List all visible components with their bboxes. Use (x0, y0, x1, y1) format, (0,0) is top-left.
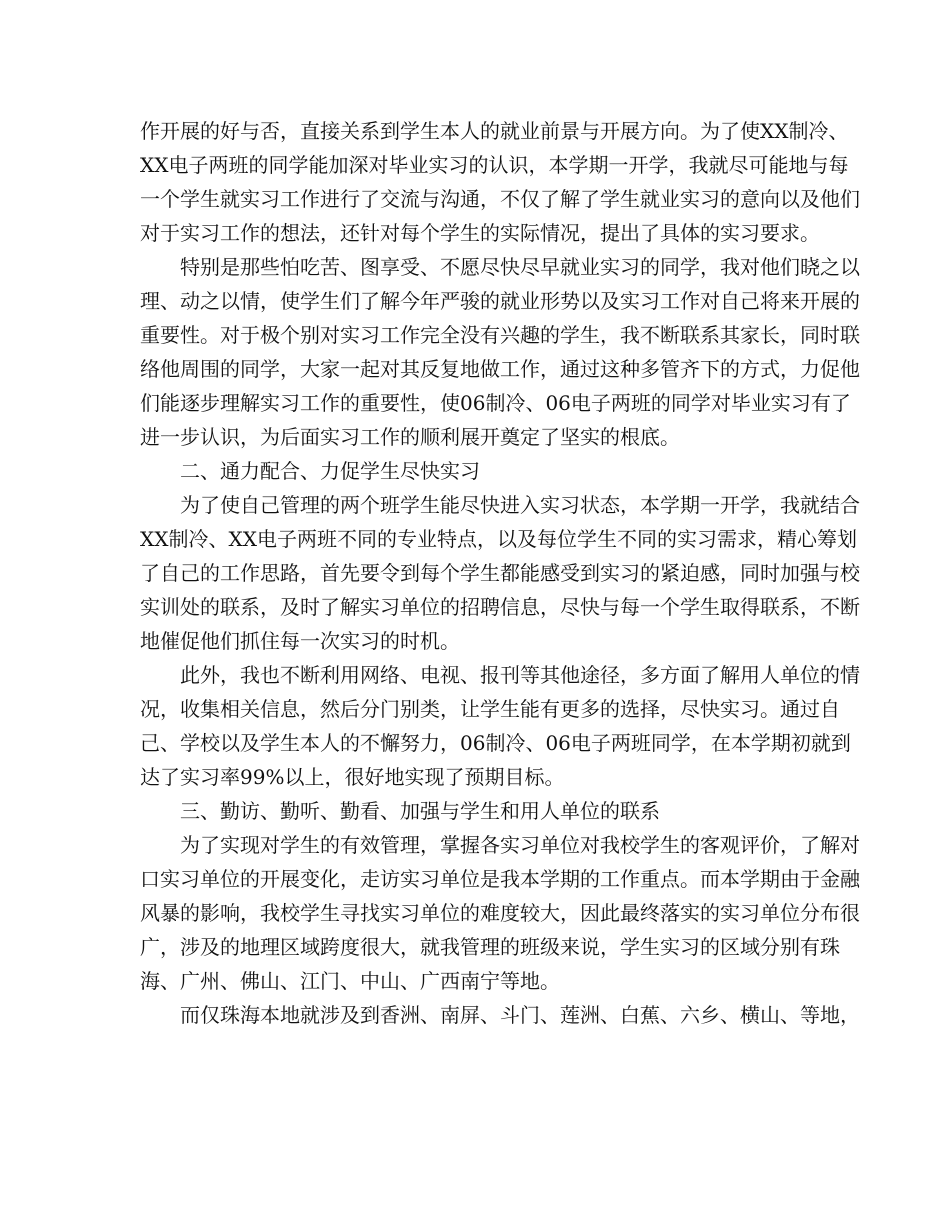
paragraph (140, 828, 860, 998)
text-line: 广，涉及的地理区域跨度很大，就我管理的班级来说，学生实习的区域分别有珠 (140, 935, 840, 959)
heading-text: 二、通力配合、力促学生尽快实习 (180, 459, 480, 483)
text-line: 络他周围的同学，大家一起对其反复地做工作，通过这种多管齐下的方式，力促他 (140, 357, 860, 381)
section-heading (140, 794, 815, 828)
section-heading (140, 454, 815, 488)
paragraph (140, 998, 860, 1032)
text-line: 此外，我也不断利用网络、电视、报刊等其他途径，多方面了解用人单位的情 (180, 663, 860, 687)
text-line: 为了使自己管理的两个班学生能尽快进入实习状态，本学期一开学，我就结合 (180, 493, 860, 517)
text-line: 理、动之以情，使学生们了解今年严骏的就业形势以及实习工作对自己将来开展的 (140, 289, 860, 313)
text-line: 对于实习工作的想法，还针对每个学生的实际情况，提出了具体的实习要求。 (140, 221, 820, 245)
text-line: 实训处的联系，及时了解实习单位的招聘信息，尽快与每一个学生取得联系，不断 (140, 595, 860, 619)
text-line: 达了实习率99%以上，很好地实现了预期目标。 (140, 765, 565, 789)
text-line: 作开展的好与否，直接关系到学生本人的就业前景与开展方向。为了使XX制冷、 (140, 119, 849, 143)
text-line: 为了实现对学生的有效管理，掌握各实习单位对我校学生的客观评价，了解对 (180, 833, 860, 857)
text-line: 海、广州、佛山、江门、中山、广西南宁等地。 (140, 969, 560, 993)
text-line: 一个学生就实习工作进行了交流与沟通，不仅了解了学生就业实习的意向以及他们 (140, 187, 860, 211)
text-line: 口实习单位的开展变化，走访实习单位是我本学期的工作重点。而本学期由于金融 (140, 867, 860, 891)
text-line: 己、学校以及学生本人的不懈努力，06制冷、06电子两班同学，在本学期初就到 (140, 731, 851, 755)
text-line: 地催促他们抓住每一次实习的时机。 (140, 629, 460, 653)
text-line: 进一步认识，为后面实习工作的顺利展开奠定了坚实的根底。 (140, 425, 680, 449)
text-line: 们能逐步理解实习工作的重要性，使06制冷、06电子两班的同学对毕业实习有了 (140, 391, 851, 415)
heading-text: 三、勤访、勤听、勤看、加强与学生和用人单位的联系 (180, 799, 660, 823)
text-line: 况，收集相关信息，然后分门别类，让学生能有更多的选择，尽快实习。通过自 (140, 697, 840, 721)
text-line: 风暴的影响，我校学生寻找实习单位的难度较大，因此最终落实的实习单位分布很 (140, 901, 860, 925)
document-body (140, 114, 860, 1032)
paragraph (140, 114, 860, 250)
text-line: 了自己的工作思路，首先要令到每个学生都能感受到实习的紧迫感，同时加强与校 (140, 561, 860, 585)
paragraph (140, 658, 860, 794)
paragraph (140, 250, 860, 454)
text-line: 特别是那些怕吃苦、图享受、不愿尽快尽早就业实习的同学，我对他们晓之以 (180, 255, 860, 279)
text-line: 重要性。对于极个别对实习工作完全没有兴趣的学生，我不断联系其家长，同时联 (140, 323, 860, 347)
text-line: XX电子两班的同学能加深对毕业实习的认识，本学期一开学，我就尽可能地与每 (140, 153, 849, 177)
paragraph (140, 488, 860, 658)
text-line: 而仅珠海本地就涉及到香洲、南屏、斗门、莲洲、白蕉、六乡、横山、等地， (180, 1003, 860, 1027)
text-line: XX制冷、XX电子两班不同的专业特点，以及每位学生不同的实习需求，精心筹划 (140, 527, 857, 551)
